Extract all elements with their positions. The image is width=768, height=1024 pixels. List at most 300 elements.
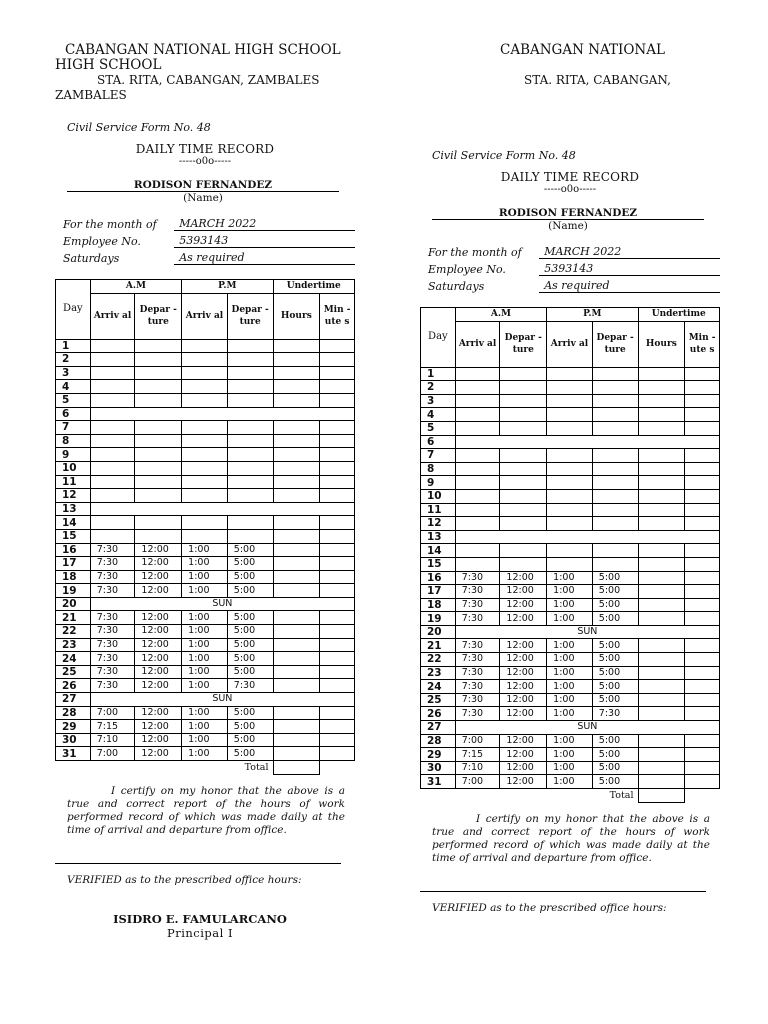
day-cell: 8 bbox=[421, 462, 456, 476]
pm-arrival-cell bbox=[547, 408, 593, 422]
pm-departure-cell bbox=[592, 462, 638, 476]
table-row bbox=[56, 652, 355, 666]
pm-arrival-cell: 1:00 bbox=[547, 707, 593, 721]
undertime-hours-cell bbox=[638, 394, 685, 408]
undertime-hours-cell bbox=[638, 585, 685, 599]
day-cell: 14 bbox=[421, 544, 456, 558]
month-value: MARCH 2022 bbox=[539, 245, 720, 259]
am-arrival-header: Arriv al bbox=[90, 293, 135, 339]
certification-text: I certify on my honor that the above is a true and correct report of the hours of work performed record of which was made daily at the time of arrival and departure from office. bbox=[432, 812, 710, 864]
am-departure-cell bbox=[500, 489, 547, 503]
table-row bbox=[56, 584, 355, 598]
am-arrival-cell bbox=[455, 557, 500, 571]
table-row bbox=[421, 666, 720, 680]
am-arrival-cell: 7:00 bbox=[455, 775, 500, 789]
row-note: SUN bbox=[455, 625, 719, 639]
undertime-minutes-cell bbox=[320, 421, 355, 435]
am-departure-cell bbox=[135, 448, 182, 462]
undertime-minutes-cell bbox=[685, 557, 720, 571]
am-arrival-cell bbox=[90, 475, 135, 489]
am-arrival-cell bbox=[455, 503, 500, 517]
pm-arrival-cell bbox=[182, 461, 228, 475]
pm-departure-cell: 5:00 bbox=[592, 571, 638, 585]
am-departure-cell: 12:00 bbox=[500, 707, 547, 721]
school-name: CABANGAN NATIONAL HIGH SCHOOL bbox=[65, 42, 341, 58]
pm-header: P.M bbox=[547, 308, 638, 322]
am-arrival-cell bbox=[90, 421, 135, 435]
pm-departure-cell: 5:00 bbox=[592, 734, 638, 748]
day-cell: 12 bbox=[56, 489, 91, 503]
undertime-minutes-cell bbox=[685, 462, 720, 476]
day-cell: 13 bbox=[421, 530, 456, 544]
undertime-minutes-cell bbox=[320, 380, 355, 394]
day-cell: 12 bbox=[421, 517, 456, 531]
am-departure-cell: 12:00 bbox=[500, 585, 547, 599]
pm-departure-cell: 7:30 bbox=[227, 679, 273, 693]
table-row bbox=[421, 557, 720, 571]
form-title: DAILY TIME RECORD bbox=[135, 142, 275, 156]
am-arrival-cell bbox=[90, 489, 135, 503]
undertime-hours-cell bbox=[273, 652, 320, 666]
undertime-hours-cell bbox=[273, 448, 320, 462]
pm-departure-cell bbox=[227, 353, 273, 367]
saturdays-label: Saturdays bbox=[428, 280, 485, 293]
pm-arrival-cell bbox=[547, 517, 593, 531]
pm-arrival-cell: 1:00 bbox=[182, 665, 228, 679]
undertime-minutes-cell bbox=[320, 611, 355, 625]
am-departure-cell: 12:00 bbox=[500, 598, 547, 612]
certification-text: I certify on my honor that the above is a true and correct report of the hours of work performed record of which was made daily at the time of arrival and departure from office. bbox=[67, 784, 345, 836]
employee-no-value: 5393143 bbox=[174, 234, 355, 248]
am-departure-cell bbox=[500, 367, 547, 381]
am-arrival-cell: 7:30 bbox=[90, 543, 135, 557]
pm-departure-cell bbox=[592, 489, 638, 503]
table-row bbox=[56, 638, 355, 652]
employee-name: RODISON FERNANDEZ bbox=[432, 207, 704, 220]
pm-departure-cell bbox=[592, 503, 638, 517]
table-row bbox=[421, 476, 720, 490]
am-arrival-cell: 7:30 bbox=[455, 653, 500, 667]
total-spacer bbox=[685, 789, 720, 803]
day-cell: 14 bbox=[56, 516, 91, 530]
undertime-hours-cell bbox=[273, 529, 320, 543]
undertime-minutes-cell bbox=[320, 434, 355, 448]
day-cell: 4 bbox=[421, 408, 456, 422]
day-cell: 16 bbox=[421, 571, 456, 585]
table-row bbox=[421, 367, 720, 381]
undertime-minutes-cell bbox=[685, 598, 720, 612]
am-arrival-cell bbox=[90, 380, 135, 394]
undertime-minutes-cell bbox=[320, 720, 355, 734]
pm-departure-cell: 5:00 bbox=[592, 693, 638, 707]
undertime-hours-cell bbox=[273, 638, 320, 652]
am-arrival-cell: 7:30 bbox=[455, 612, 500, 626]
table-row bbox=[56, 693, 355, 707]
am-arrival-cell bbox=[90, 339, 135, 353]
undertime-minutes-cell bbox=[685, 449, 720, 463]
day-cell: 10 bbox=[56, 461, 91, 475]
pm-arrival-cell: 1:00 bbox=[182, 611, 228, 625]
time-record-rows bbox=[421, 367, 720, 802]
pm-arrival-cell: 1:00 bbox=[182, 638, 228, 652]
undertime-minutes-cell bbox=[685, 653, 720, 667]
undertime-minutes-cell bbox=[685, 693, 720, 707]
pm-departure-cell bbox=[592, 449, 638, 463]
table-row bbox=[421, 530, 720, 544]
pm-arrival-cell: 1:00 bbox=[547, 571, 593, 585]
total-spacer bbox=[320, 761, 355, 775]
undertime-minutes-cell bbox=[685, 408, 720, 422]
am-departure-cell bbox=[500, 476, 547, 490]
am-departure-cell: 12:00 bbox=[500, 734, 547, 748]
am-departure-cell bbox=[135, 366, 182, 380]
pm-arrival-cell bbox=[547, 476, 593, 490]
undertime-hours-cell bbox=[273, 679, 320, 693]
undertime-hours-cell bbox=[273, 516, 320, 530]
pm-departure-cell: 5:00 bbox=[592, 639, 638, 653]
pm-arrival-cell bbox=[182, 421, 228, 435]
undertime-hours-cell bbox=[273, 747, 320, 761]
undertime-hours-cell bbox=[638, 503, 685, 517]
day-cell: 18 bbox=[421, 598, 456, 612]
day-cell: 21 bbox=[56, 611, 91, 625]
day-cell: 13 bbox=[56, 502, 91, 516]
pm-arrival-header: Arriv al bbox=[547, 321, 593, 367]
am-departure-cell bbox=[135, 461, 182, 475]
am-departure-cell bbox=[500, 462, 547, 476]
am-arrival-cell bbox=[455, 394, 500, 408]
day-cell: 5 bbox=[56, 393, 91, 407]
pm-arrival-cell bbox=[182, 434, 228, 448]
name-caption: (Name) bbox=[548, 220, 588, 232]
form-number: Civil Service Form No. 48 bbox=[432, 149, 576, 162]
pm-arrival-cell bbox=[182, 516, 228, 530]
undertime-minutes-cell bbox=[685, 544, 720, 558]
pm-departure-cell bbox=[592, 476, 638, 490]
am-departure-cell bbox=[500, 557, 547, 571]
pm-departure-cell: 5:00 bbox=[227, 584, 273, 598]
table-row bbox=[421, 462, 720, 476]
table-row bbox=[56, 665, 355, 679]
pm-departure-cell: 5:00 bbox=[592, 612, 638, 626]
table-row bbox=[56, 733, 355, 747]
pm-departure-cell: 5:00 bbox=[592, 598, 638, 612]
pm-departure-cell bbox=[592, 517, 638, 531]
am-departure-cell: 12:00 bbox=[135, 625, 182, 639]
row-note bbox=[90, 407, 354, 421]
table-row bbox=[421, 571, 720, 585]
signer-name: ISIDRO E. FAMULARCANO bbox=[113, 911, 287, 926]
pm-departure-cell: 5:00 bbox=[227, 570, 273, 584]
table-row bbox=[56, 339, 355, 353]
am-departure-cell: 12:00 bbox=[135, 706, 182, 720]
saturdays-label: Saturdays bbox=[63, 252, 120, 265]
pm-departure-cell: 5:00 bbox=[592, 748, 638, 762]
pm-arrival-cell: 1:00 bbox=[182, 570, 228, 584]
pm-arrival-cell: 1:00 bbox=[182, 584, 228, 598]
undertime-hours-cell bbox=[638, 639, 685, 653]
table-row bbox=[56, 516, 355, 530]
day-cell: 28 bbox=[56, 706, 91, 720]
pm-arrival-cell bbox=[182, 393, 228, 407]
undertime-minutes-cell bbox=[320, 516, 355, 530]
pm-arrival-cell bbox=[182, 489, 228, 503]
pm-arrival-cell: 1:00 bbox=[547, 666, 593, 680]
undertime-hours-cell bbox=[638, 367, 685, 381]
am-arrival-cell bbox=[90, 366, 135, 380]
am-departure-cell: 12:00 bbox=[135, 720, 182, 734]
pm-arrival-cell bbox=[547, 367, 593, 381]
pm-departure-cell bbox=[227, 461, 273, 475]
undertime-hours-cell bbox=[273, 720, 320, 734]
undertime-minutes-cell bbox=[320, 665, 355, 679]
pm-departure-cell bbox=[227, 366, 273, 380]
pm-arrival-cell bbox=[547, 462, 593, 476]
undertime-hours-cell bbox=[638, 421, 685, 435]
day-cell: 8 bbox=[56, 434, 91, 448]
am-arrival-cell: 7:30 bbox=[90, 625, 135, 639]
table-row bbox=[56, 421, 355, 435]
pm-departure-cell: 5:00 bbox=[227, 706, 273, 720]
day-cell: 16 bbox=[56, 543, 91, 557]
undertime-minutes-cell bbox=[320, 584, 355, 598]
am-departure-cell: 12:00 bbox=[500, 775, 547, 789]
am-arrival-cell: 7:15 bbox=[90, 720, 135, 734]
am-arrival-cell bbox=[455, 517, 500, 531]
pm-departure-cell bbox=[227, 489, 273, 503]
day-cell: 18 bbox=[56, 570, 91, 584]
pm-arrival-cell bbox=[547, 421, 593, 435]
minutes-header: Min - ute s bbox=[685, 321, 720, 367]
am-header: A.M bbox=[90, 280, 181, 294]
am-departure-cell: 12:00 bbox=[500, 680, 547, 694]
undertime-minutes-cell bbox=[320, 393, 355, 407]
am-arrival-cell bbox=[90, 353, 135, 367]
day-cell: 29 bbox=[56, 720, 91, 734]
pm-arrival-cell bbox=[547, 381, 593, 395]
am-departure-cell: 12:00 bbox=[135, 543, 182, 557]
day-cell: 2 bbox=[56, 353, 91, 367]
pm-arrival-cell: 1:00 bbox=[182, 733, 228, 747]
school-name: CABANGAN NATIONAL bbox=[500, 42, 665, 58]
undertime-minutes-cell bbox=[320, 461, 355, 475]
pm-arrival-cell: 1:00 bbox=[547, 748, 593, 762]
am-arrival-cell: 7:30 bbox=[90, 570, 135, 584]
undertime-hours-cell bbox=[638, 571, 685, 585]
undertime-minutes-cell bbox=[685, 489, 720, 503]
undertime-minutes-cell bbox=[685, 381, 720, 395]
am-departure-cell bbox=[135, 353, 182, 367]
day-cell: 19 bbox=[56, 584, 91, 598]
table-row bbox=[421, 517, 720, 531]
pm-arrival-cell bbox=[182, 339, 228, 353]
day-cell: 27 bbox=[56, 693, 91, 707]
table-row bbox=[56, 611, 355, 625]
table-row bbox=[421, 734, 720, 748]
am-arrival-cell: 7:30 bbox=[90, 557, 135, 571]
pm-arrival-cell: 1:00 bbox=[182, 652, 228, 666]
time-record-rows bbox=[56, 339, 355, 774]
day-cell: 28 bbox=[421, 734, 456, 748]
table-row bbox=[421, 775, 720, 789]
undertime-minutes-cell bbox=[320, 366, 355, 380]
month-value: MARCH 2022 bbox=[174, 217, 355, 231]
pm-departure-cell: 5:00 bbox=[592, 775, 638, 789]
day-cell: 31 bbox=[421, 775, 456, 789]
am-departure-cell: 12:00 bbox=[135, 638, 182, 652]
table-row bbox=[421, 721, 720, 735]
pm-arrival-cell bbox=[547, 557, 593, 571]
am-arrival-cell: 7:10 bbox=[455, 761, 500, 775]
row-note: SUN bbox=[90, 693, 354, 707]
undertime-minutes-cell bbox=[685, 421, 720, 435]
am-arrival-cell: 7:00 bbox=[455, 734, 500, 748]
am-arrival-cell bbox=[455, 476, 500, 490]
pm-departure-cell bbox=[227, 516, 273, 530]
day-cell: 30 bbox=[421, 761, 456, 775]
undertime-minutes-cell bbox=[685, 476, 720, 490]
am-departure-cell: 12:00 bbox=[135, 733, 182, 747]
pm-departure-cell: 5:00 bbox=[227, 665, 273, 679]
day-cell: 10 bbox=[421, 489, 456, 503]
total-hours-cell bbox=[638, 789, 685, 803]
pm-arrival-cell bbox=[182, 448, 228, 462]
undertime-hours-cell bbox=[273, 489, 320, 503]
pm-arrival-cell: 1:00 bbox=[182, 557, 228, 571]
name-caption: (Name) bbox=[183, 192, 223, 204]
am-arrival-cell: 7:15 bbox=[455, 748, 500, 762]
month-label: For the month of bbox=[63, 218, 157, 231]
day-cell: 9 bbox=[421, 476, 456, 490]
school-address-cont bbox=[420, 88, 720, 103]
am-arrival-cell bbox=[90, 529, 135, 543]
signer-title: Principal I bbox=[166, 925, 234, 940]
undertime-hours-cell bbox=[638, 517, 685, 531]
pm-departure-cell bbox=[592, 557, 638, 571]
table-row bbox=[56, 448, 355, 462]
undertime-minutes-cell bbox=[685, 748, 720, 762]
undertime-minutes-cell bbox=[320, 747, 355, 761]
undertime-minutes-cell bbox=[685, 707, 720, 721]
pm-arrival-cell bbox=[547, 449, 593, 463]
am-arrival-cell: 7:30 bbox=[455, 680, 500, 694]
undertime-header: Undertime bbox=[273, 280, 355, 294]
hours-header: Hours bbox=[273, 293, 320, 339]
undertime-minutes-cell bbox=[320, 638, 355, 652]
am-departure-cell bbox=[500, 408, 547, 422]
undertime-hours-cell bbox=[638, 476, 685, 490]
saturdays-value: As required bbox=[174, 251, 355, 265]
undertime-hours-cell bbox=[638, 598, 685, 612]
row-note bbox=[455, 435, 719, 449]
am-arrival-cell bbox=[455, 421, 500, 435]
am-departure-cell: 12:00 bbox=[500, 653, 547, 667]
pm-arrival-cell: 1:00 bbox=[182, 679, 228, 693]
title-separator: -----o0o----- bbox=[543, 184, 597, 195]
day-cell: 26 bbox=[56, 679, 91, 693]
pm-arrival-cell: 1:00 bbox=[182, 625, 228, 639]
pm-departure-cell bbox=[592, 367, 638, 381]
table-row bbox=[56, 720, 355, 734]
pm-departure-cell: 5:00 bbox=[592, 585, 638, 599]
day-cell: 22 bbox=[421, 653, 456, 667]
undertime-hours-cell bbox=[638, 557, 685, 571]
pm-header: P.M bbox=[182, 280, 273, 294]
am-departure-cell bbox=[500, 517, 547, 531]
pm-arrival-cell bbox=[547, 394, 593, 408]
pm-departure-cell: 5:00 bbox=[592, 653, 638, 667]
day-cell: 3 bbox=[421, 394, 456, 408]
am-arrival-cell: 7:00 bbox=[90, 747, 135, 761]
undertime-hours-cell bbox=[273, 665, 320, 679]
table-row bbox=[421, 707, 720, 721]
am-arrival-cell: 7:30 bbox=[90, 611, 135, 625]
pm-arrival-cell: 1:00 bbox=[182, 747, 228, 761]
day-cell: 1 bbox=[56, 339, 91, 353]
am-departure-cell: 12:00 bbox=[500, 761, 547, 775]
pm-departure-cell bbox=[227, 434, 273, 448]
pm-departure-cell bbox=[592, 544, 638, 558]
employee-info bbox=[428, 242, 720, 293]
am-arrival-cell bbox=[455, 489, 500, 503]
am-departure-cell: 12:00 bbox=[500, 612, 547, 626]
undertime-hours-cell bbox=[273, 461, 320, 475]
undertime-hours-cell bbox=[273, 557, 320, 571]
employee-name: RODISON FERNANDEZ bbox=[67, 179, 339, 192]
am-departure-cell: 12:00 bbox=[135, 679, 182, 693]
undertime-hours-cell bbox=[273, 353, 320, 367]
pm-departure-header: Depar -ture bbox=[592, 321, 638, 367]
undertime-hours-cell bbox=[638, 653, 685, 667]
school-address: STA. RITA, CABANGAN, bbox=[524, 73, 671, 87]
table-row bbox=[56, 380, 355, 394]
undertime-minutes-cell bbox=[685, 571, 720, 585]
am-departure-cell bbox=[500, 381, 547, 395]
table-row bbox=[56, 489, 355, 503]
undertime-hours-cell bbox=[638, 693, 685, 707]
am-arrival-cell: 7:10 bbox=[90, 733, 135, 747]
am-arrival-cell bbox=[455, 449, 500, 463]
am-arrival-cell: 7:30 bbox=[455, 707, 500, 721]
table-row bbox=[56, 557, 355, 571]
table-row bbox=[421, 612, 720, 626]
undertime-minutes-cell bbox=[685, 612, 720, 626]
pm-departure-cell bbox=[592, 408, 638, 422]
pm-arrival-cell: 1:00 bbox=[547, 585, 593, 599]
undertime-hours-cell bbox=[273, 393, 320, 407]
am-departure-cell: 12:00 bbox=[500, 571, 547, 585]
pm-arrival-cell: 1:00 bbox=[547, 680, 593, 694]
pm-arrival-cell: 1:00 bbox=[547, 598, 593, 612]
pm-departure-cell: 5:00 bbox=[227, 638, 273, 652]
am-arrival-cell: 7:30 bbox=[455, 693, 500, 707]
day-cell: 15 bbox=[56, 529, 91, 543]
table-row bbox=[421, 653, 720, 667]
am-departure-cell: 12:00 bbox=[500, 748, 547, 762]
signature-line bbox=[420, 891, 706, 892]
undertime-hours-cell bbox=[273, 366, 320, 380]
am-departure-cell: 12:00 bbox=[500, 639, 547, 653]
undertime-hours-cell bbox=[273, 611, 320, 625]
am-departure-cell: 12:00 bbox=[135, 557, 182, 571]
pm-arrival-cell: 1:00 bbox=[547, 653, 593, 667]
undertime-minutes-cell bbox=[685, 394, 720, 408]
signature-line bbox=[55, 863, 341, 864]
table-row bbox=[421, 449, 720, 463]
undertime-hours-cell bbox=[638, 666, 685, 680]
employee-no-value: 5393143 bbox=[539, 262, 720, 276]
table-row bbox=[56, 353, 355, 367]
